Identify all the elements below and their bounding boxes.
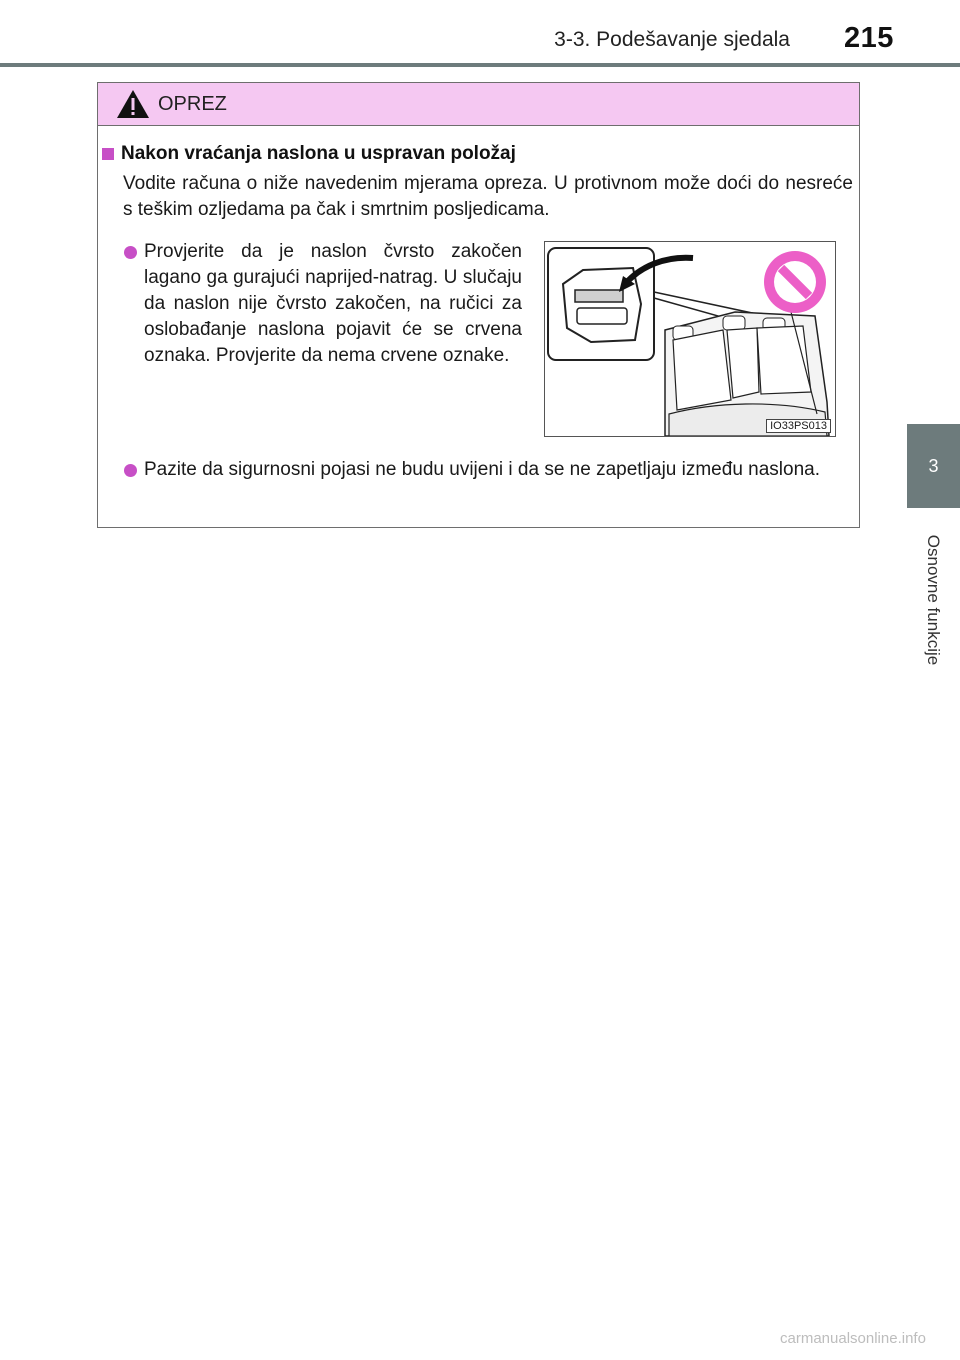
header-section-title: 3-3. Podešavanje sjedala: [554, 28, 790, 51]
round-bullet-icon: [124, 246, 137, 259]
seat-illustration: [544, 241, 836, 437]
footer-watermark: carmanualsonline.info: [780, 1330, 926, 1347]
bullet-item: [124, 457, 854, 483]
bullet-item: [124, 239, 522, 369]
section-heading-text: Nakon vraćanja naslona u uspravan položaj: [121, 143, 516, 164]
figure-code: IO33PS013: [766, 419, 831, 433]
bullet-text: Pazite da sigurnosni pojasi ne budu uvijeni i da se ne zapetljaju između naslona.: [144, 459, 820, 480]
header-rule: [0, 63, 960, 67]
round-bullet-icon: [124, 464, 137, 477]
chapter-tab: [907, 424, 960, 508]
intro-paragraph: Vodite računa o niže navedenim mjerama opreza. U protivnom može doći do nesreće s teškim ozljedama pa čak i smrtnim posljedicama.: [123, 173, 853, 220]
caution-label: OPREZ: [158, 92, 227, 115]
square-bullet-icon: [102, 148, 114, 160]
warning-triangle-icon: [116, 89, 150, 119]
chapter-tab-label-text: Osnovne funkcije: [924, 534, 943, 666]
page-number: 215: [844, 22, 894, 54]
prohibition-icon: [764, 251, 826, 313]
chapter-tab-label: [912, 520, 954, 680]
caution-header: [98, 83, 859, 126]
bullet-text: Provjerite da je naslon čvrsto zakočen lagano ga gurajući naprijed-natrag. U slučaju da naslon nije čvrsto zakočen, na ručici za oslobađanje naslona pojavit će se crvena oznaka. Provjerite da nema crvene oznake.: [144, 241, 522, 366]
section-heading: [102, 143, 516, 165]
chapter-tab-number: 3: [928, 455, 939, 476]
seat-release-lever-illustration: [545, 242, 835, 436]
caution-box: [97, 82, 860, 528]
